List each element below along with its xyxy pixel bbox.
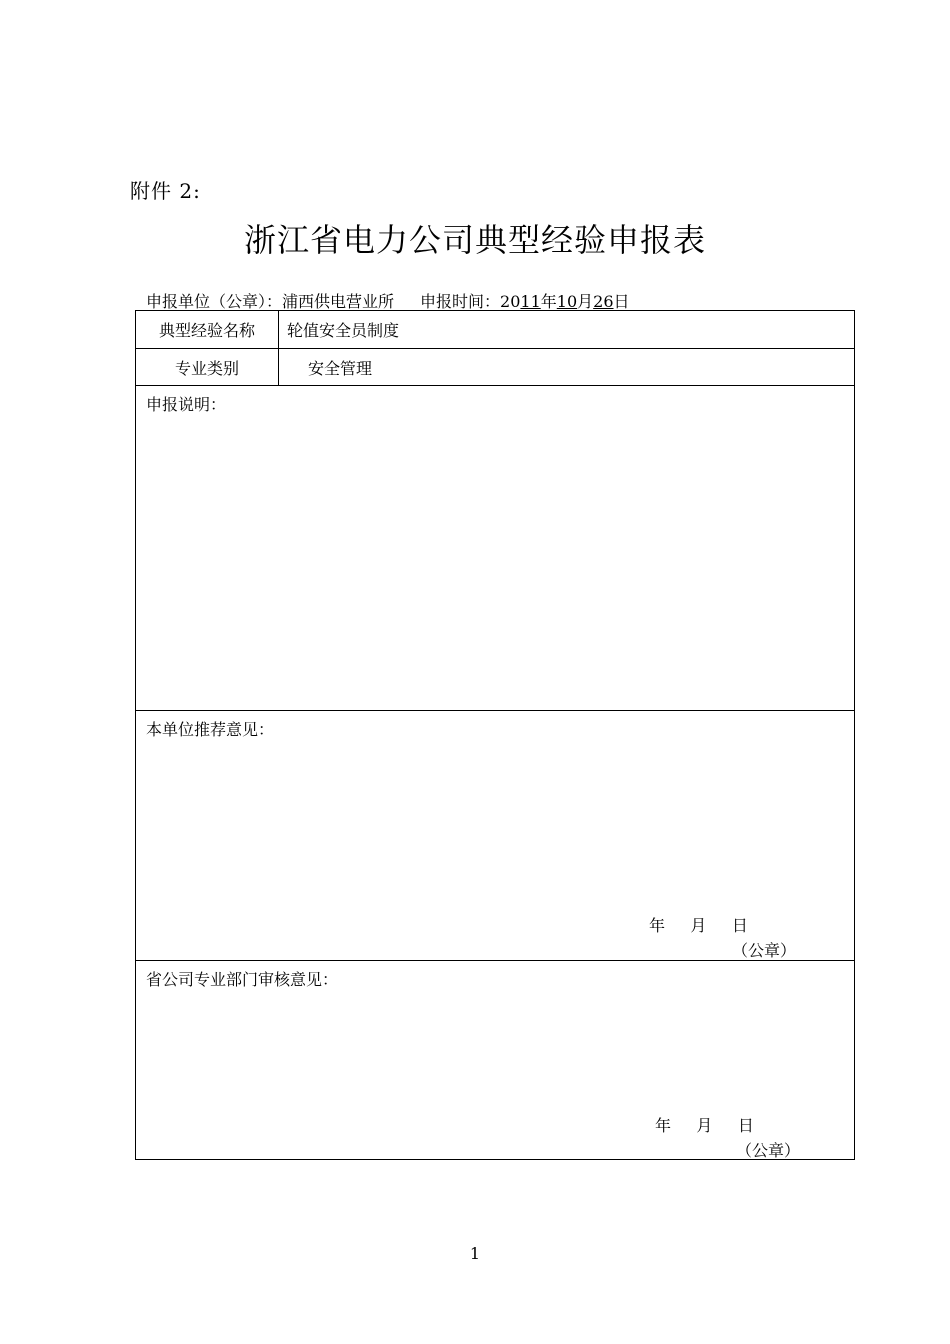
year-suffix: 11 [520, 292, 541, 311]
unit-opinion-label: 本单位推荐意见： [146, 720, 275, 739]
description-label: 申报说明： [146, 395, 227, 414]
province-opinion-date: 年 月 日 [655, 1116, 754, 1135]
unit-opinion-date: 年 月 日 [649, 916, 748, 935]
page-number: 1 [469, 1244, 481, 1263]
experience-name-value: 轮值安全员制度 [287, 321, 400, 340]
day-value: 26 [593, 292, 614, 311]
experience-name-row [136, 311, 854, 349]
experience-name-label: 典型经验名称 [136, 311, 279, 348]
category-value: 安全管理 [308, 358, 373, 378]
unit-opinion-section [136, 711, 854, 961]
year-prefix: 20 [500, 292, 521, 311]
application-form-table [135, 310, 855, 1160]
province-opinion-seal: （公章） [736, 1141, 801, 1160]
category-row [136, 349, 854, 386]
unit-value: 浦西供电营业所 [282, 292, 395, 311]
month-unit: 月 [577, 292, 594, 311]
province-opinion-section [136, 961, 854, 1159]
year-unit: 年 [540, 292, 557, 311]
unit-label: 申报单位（公章）： [146, 292, 283, 311]
form-title: 浙江省电力公司典型经验申报表 [243, 221, 706, 259]
attachment-label: 附件 2: [130, 179, 201, 203]
unit-opinion-seal: （公章） [732, 941, 797, 960]
province-opinion-label: 省公司专业部门审核意见： [146, 970, 339, 989]
time-label: 申报时间： [420, 292, 501, 311]
day-unit: 日 [613, 292, 630, 311]
description-section [136, 386, 854, 711]
category-label: 专业类别 [136, 349, 279, 385]
month-value: 10 [556, 292, 578, 311]
application-meta [146, 289, 630, 312]
